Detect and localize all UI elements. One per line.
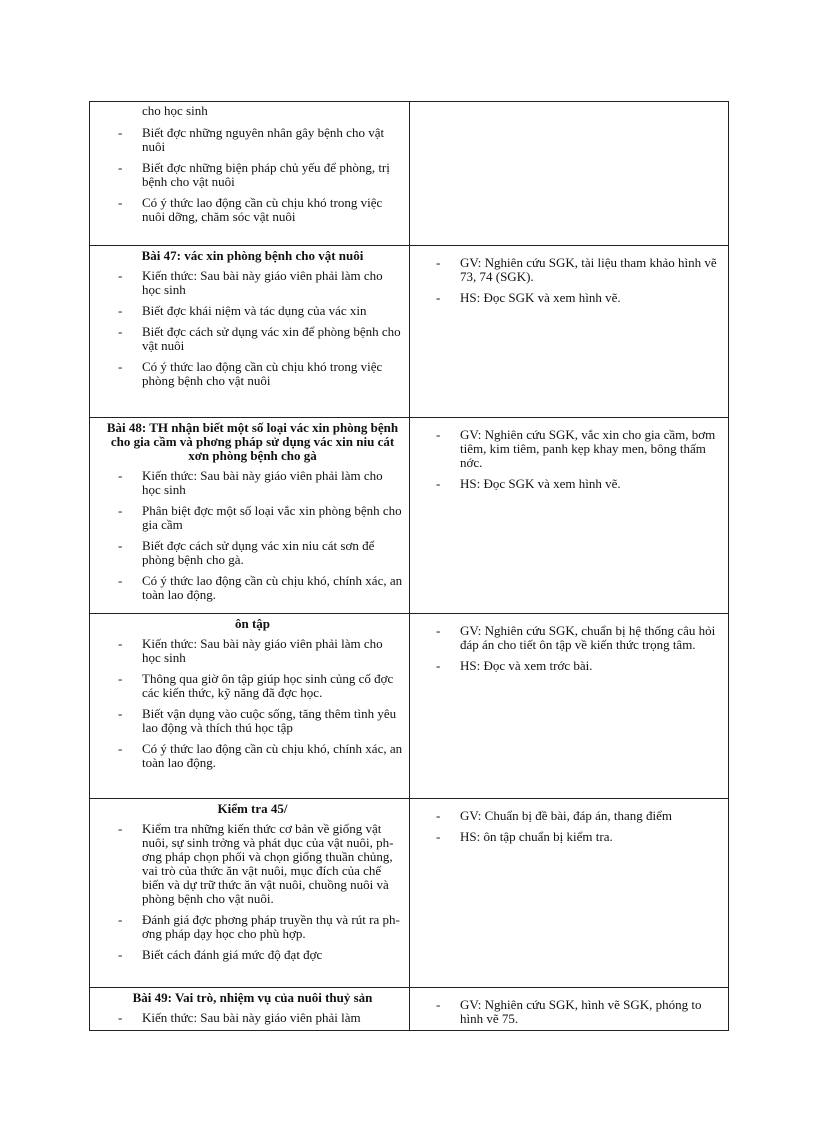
list-item: - Kiến thức: Sau bài này giáo viên phải làm cho học sinh	[118, 468, 383, 497]
lesson-title: Bài 49: Vai trò, nhiệm vụ của nuôi thuỷ sản	[132, 990, 373, 1005]
list-item: - Biết vận dụng vào cuộc sống, tăng thêm tình yêu lao động và thích thú học tập	[118, 706, 397, 735]
table-row	[90, 799, 729, 988]
objectives-cell	[90, 102, 410, 246]
list-item: - Biết đợc khái niệm và tác dụng của vác xin	[118, 303, 367, 318]
objectives-cell	[90, 246, 410, 418]
preparation-cell	[410, 102, 729, 246]
lesson-title: Bài 48: TH nhận biết một số loại vác xin phòng bệnh cho gia cầm và phơng pháp sử dụng vác xin niu cát xơn phòng bệnh cho gà	[106, 420, 399, 463]
table-row	[90, 418, 729, 614]
objectives-cell	[90, 614, 410, 799]
list-item: - Có ý thức lao động cần cù chịu khó trong việc phòng bệnh cho vật nuôi	[118, 359, 383, 388]
preparation-cell	[410, 246, 729, 418]
list-item: - HS: Đọc SGK và xem hình vẽ.	[436, 290, 621, 305]
lesson-title: Kiểm tra 45/	[217, 801, 288, 816]
list-item: - GV: Nghiên cứu SGK, tài liệu tham khảo hình vẽ 73, 74 (SGK).	[436, 255, 717, 284]
list-item: - Biết đợc những biện pháp chủ yếu để phòng, trị bệnh cho vật nuôi	[118, 160, 390, 189]
list-item: - HS: ôn tập chuẩn bị kiểm tra.	[436, 829, 613, 844]
list-item: - Kiến thức: Sau bài này giáo viên phải làm cho học sinh	[118, 636, 383, 665]
list-item: - Biết cách đánh giá mức độ đạt đợc	[118, 947, 323, 962]
list-item: - GV: Nghiên cứu SGK, vắc xin cho gia cầm, bơm tiêm, kim tiêm, panh kẹp khay men, bông thấm nớc.	[436, 427, 716, 470]
list-item: - Kiến thức: Sau bài này giáo viên phải làm	[118, 1010, 361, 1025]
lesson-plan-table	[89, 101, 729, 1031]
list-item: - Có ý thức lao động cần cù chịu khó trong việc nuôi dỡng, chăm sóc vật nuôi	[118, 195, 383, 224]
preparation-cell	[410, 614, 729, 799]
list-item: - Đánh giá đợc phơng pháp truyền thụ và rút ra phơng pháp dạy học cho phù hợp.	[118, 912, 400, 941]
list-item: - HS: Đọc và xem trớc bài.	[436, 658, 593, 673]
list-item: - Có ý thức lao động cần cù chịu khó, chính xác, an toàn lao động.	[118, 741, 403, 770]
lesson-title: Bài 47: vác xin phòng bệnh cho vật nuôi	[141, 248, 364, 263]
lesson-title: ôn tập	[234, 616, 271, 631]
list-item: - GV: Nghiên cứu SGK, chuẩn bị hệ thống câu hỏi đáp án cho tiết ôn tập về kiến thức trọng tâm.	[436, 623, 716, 652]
preparation-cell	[410, 418, 729, 614]
list-item: - Biết đợc những nguyên nhân gây bệnh cho vật nuôi	[118, 125, 385, 154]
table-row	[90, 102, 729, 246]
continuation-text: cho học sinh	[142, 103, 208, 118]
list-item: - Phân biệt đợc một số loại vắc xin phòng bệnh cho gia cầm	[118, 503, 402, 532]
list-item: - HS: Đọc SGK và xem hình vẽ.	[436, 476, 621, 491]
table-row	[90, 988, 729, 1031]
objectives-cell	[90, 799, 410, 988]
preparation-cell	[410, 988, 729, 1031]
list-item: - Kiến thức: Sau bài này giáo viên phải làm cho học sinh	[118, 268, 383, 297]
list-item: - Biết đợc cách sử dụng vác xin niu cát sơn để phòng bệnh cho gà.	[118, 538, 375, 567]
list-item: - Biết đợc cách sử dụng vác xin để phòng bệnh cho vật nuôi	[118, 324, 401, 353]
list-item: - Có ý thức lao động cần cù chịu khó, chính xác, an toàn lao động.	[118, 573, 403, 602]
preparation-cell	[410, 799, 729, 988]
list-item: - Kiểm tra những kiến thức cơ bản về giống vật nuôi, sự sinh trởng và phát dục của vật nuôi, phơng pháp chọn phối và chọn giống thuần chủng, vai trò của thức ăn vật nuôi, mục đích của chế biến và dự trữ thức ăn vật nuôi, chuồng nuôi và phòng bệnh cho vật nuôi.	[118, 821, 394, 906]
list-item: - GV: Nghiên cứu SGK, hình vẽ SGK, phóng to hình vẽ 75.	[436, 997, 702, 1026]
objectives-cell	[90, 418, 410, 614]
list-item: - Thông qua giờ ôn tập giúp học sinh củng cố đợc các kiến thức, kỹ năng đã đợc học.	[118, 671, 394, 700]
objectives-cell	[90, 988, 410, 1031]
list-item: - GV: Chuẩn bị đề bài, đáp án, thang điểm	[436, 808, 673, 823]
table-row	[90, 246, 729, 418]
table-row	[90, 614, 729, 799]
